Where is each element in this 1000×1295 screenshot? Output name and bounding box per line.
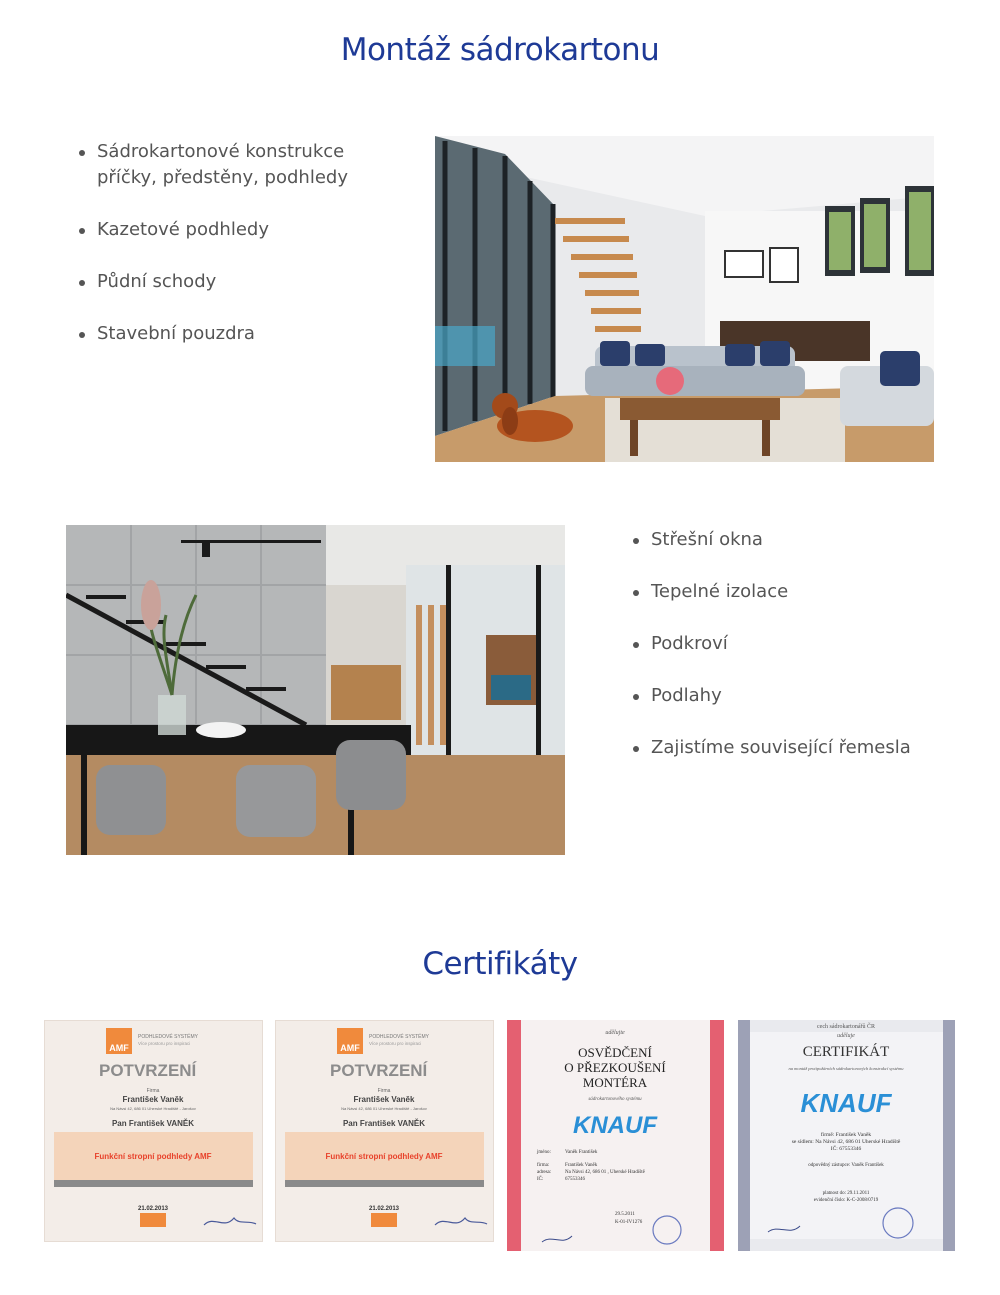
knauf1-address-label: adresa: [537, 1170, 552, 1175]
certificate-amf-2[interactable] [275, 1020, 494, 1242]
knauf1-name: Vaněk František [565, 1150, 598, 1155]
knauf2-rep: odpovědný zástupce: Vaněk František [808, 1163, 884, 1168]
knauf1-date: 29.5.2011 [615, 1212, 635, 1217]
knauf2-number: evidenční číslo: K-C-2008/0719 [813, 1198, 879, 1203]
amf-logo-text: AMF [340, 1043, 360, 1053]
knauf1-title-1: OSVĚDČENÍ [578, 1045, 652, 1060]
amf-logo-text: AMF [109, 1043, 129, 1053]
service-list-2 [631, 527, 971, 787]
amf-address: Na Návsi 42, 686 01 Uherské Hradiště - Jarošov [110, 1106, 196, 1111]
section-title-certifikaty: Certifikáty [422, 946, 578, 982]
amf-subject: Funkční stropní podhledy AMF [325, 1152, 443, 1161]
amf-header: PODHLEDOVÉ SYSTÉMY [369, 1034, 430, 1040]
list-item-text: Sádrokartonové konstrukce [97, 141, 345, 162]
amf-address: Na Návsi 42, 686 01 Uherské Hradiště - Jarošov [341, 1106, 427, 1111]
knauf1-firm: František Vaněk [565, 1163, 598, 1168]
list-item [631, 527, 971, 553]
amf-firma-label: Firma [146, 1088, 160, 1094]
certificate-knauf-osvedceni[interactable] [507, 1020, 724, 1251]
knauf2-header: cech sádrokartonářů ČR [817, 1024, 875, 1030]
knauf2-title: CERTIFIKÁT [802, 1044, 890, 1060]
certificate-knauf-certifikat[interactable] [738, 1020, 955, 1251]
amf-person: Pan František VANĚK [111, 1119, 195, 1128]
knauf-logo-icon: KNAUF [573, 1112, 657, 1139]
service-list-1 [77, 139, 397, 373]
knauf2-seat: se sídlem: Na Návsi 42, 686 01 Uherské Hradiště [791, 1139, 901, 1145]
knauf1-address: Na Návsi 42, 686 01 , Uherské Hradiště [565, 1170, 645, 1175]
amf-firma: František Vaněk [122, 1095, 184, 1104]
list-item [77, 217, 397, 243]
list-item [77, 139, 397, 191]
list-item-text: Kazetové podhledy [97, 219, 269, 240]
amf-header: PODHLEDOVÉ SYSTÉMY [138, 1034, 199, 1040]
knauf2-top: uděluje [837, 1033, 855, 1039]
amf-title: POTVRZENÍ [99, 1061, 197, 1080]
knauf1-name-label: jméno: [537, 1150, 551, 1155]
knauf1-title-3: MONTÉRA [582, 1075, 648, 1090]
list-item-text: Střešní okna [651, 529, 763, 550]
knauf1-top: udělujte [605, 1030, 625, 1036]
living-room-photo [435, 136, 934, 462]
amf-firma: František Vaněk [353, 1095, 415, 1104]
knauf1-ic-label: IČ: [537, 1177, 544, 1182]
list-item [631, 631, 971, 657]
section-title-montaz: Montáž sádrokartonu [340, 32, 660, 68]
list-item-text: Stavební pouzdra [97, 323, 255, 344]
knauf1-title-2: O PŘEZKOUŠENÍ [564, 1060, 666, 1075]
knauf1-firm-label: firma: [537, 1163, 550, 1168]
amf-date: 21.02.2013 [137, 1206, 169, 1212]
list-item-text: Tepelné izolace [651, 581, 789, 602]
amf-date: 21.02.2013 [368, 1206, 400, 1212]
list-item-text: Podlahy [651, 685, 722, 706]
knauf2-firm: firmě: František Vaněk [820, 1132, 872, 1138]
knauf2-subtitle: na montáž protipožárních sádrokartonových konstrukcí systému [788, 1066, 904, 1071]
list-item [77, 321, 397, 347]
amf-subject: Funkční stropní podhledy AMF [94, 1152, 212, 1161]
list-item-text: Podkroví [651, 633, 728, 654]
list-item [631, 683, 971, 709]
list-item [631, 735, 971, 761]
knauf-logo-icon: KNAUF [800, 1088, 892, 1118]
certificate-amf-1[interactable] [44, 1020, 263, 1242]
knauf2-ic: IČ: 67553346 [830, 1146, 862, 1152]
list-item [631, 579, 971, 605]
amf-person: Pan František VANĚK [342, 1119, 426, 1128]
knauf1-subtitle: sádrokartonového systému [588, 1097, 642, 1102]
knauf1-number: K-01-IV1276 [615, 1220, 643, 1225]
list-item-text: Půdní schody [97, 271, 217, 292]
list-item-text: Zajistíme související řemesla [651, 737, 911, 758]
dining-room-photo [66, 525, 565, 855]
amf-header-sub: Více prostoru pro inspiraci [138, 1041, 191, 1046]
knauf2-date: platnost do: 29.11.2011 [822, 1191, 870, 1196]
amf-header-sub: Více prostoru pro inspiraci [369, 1041, 422, 1046]
amf-firma-label: Firma [377, 1088, 391, 1094]
amf-title: POTVRZENÍ [330, 1061, 428, 1080]
list-item [77, 269, 397, 295]
list-item-text-line2: příčky, předstěny, podhledy [97, 167, 348, 188]
knauf1-ic: 67553346 [565, 1177, 585, 1182]
